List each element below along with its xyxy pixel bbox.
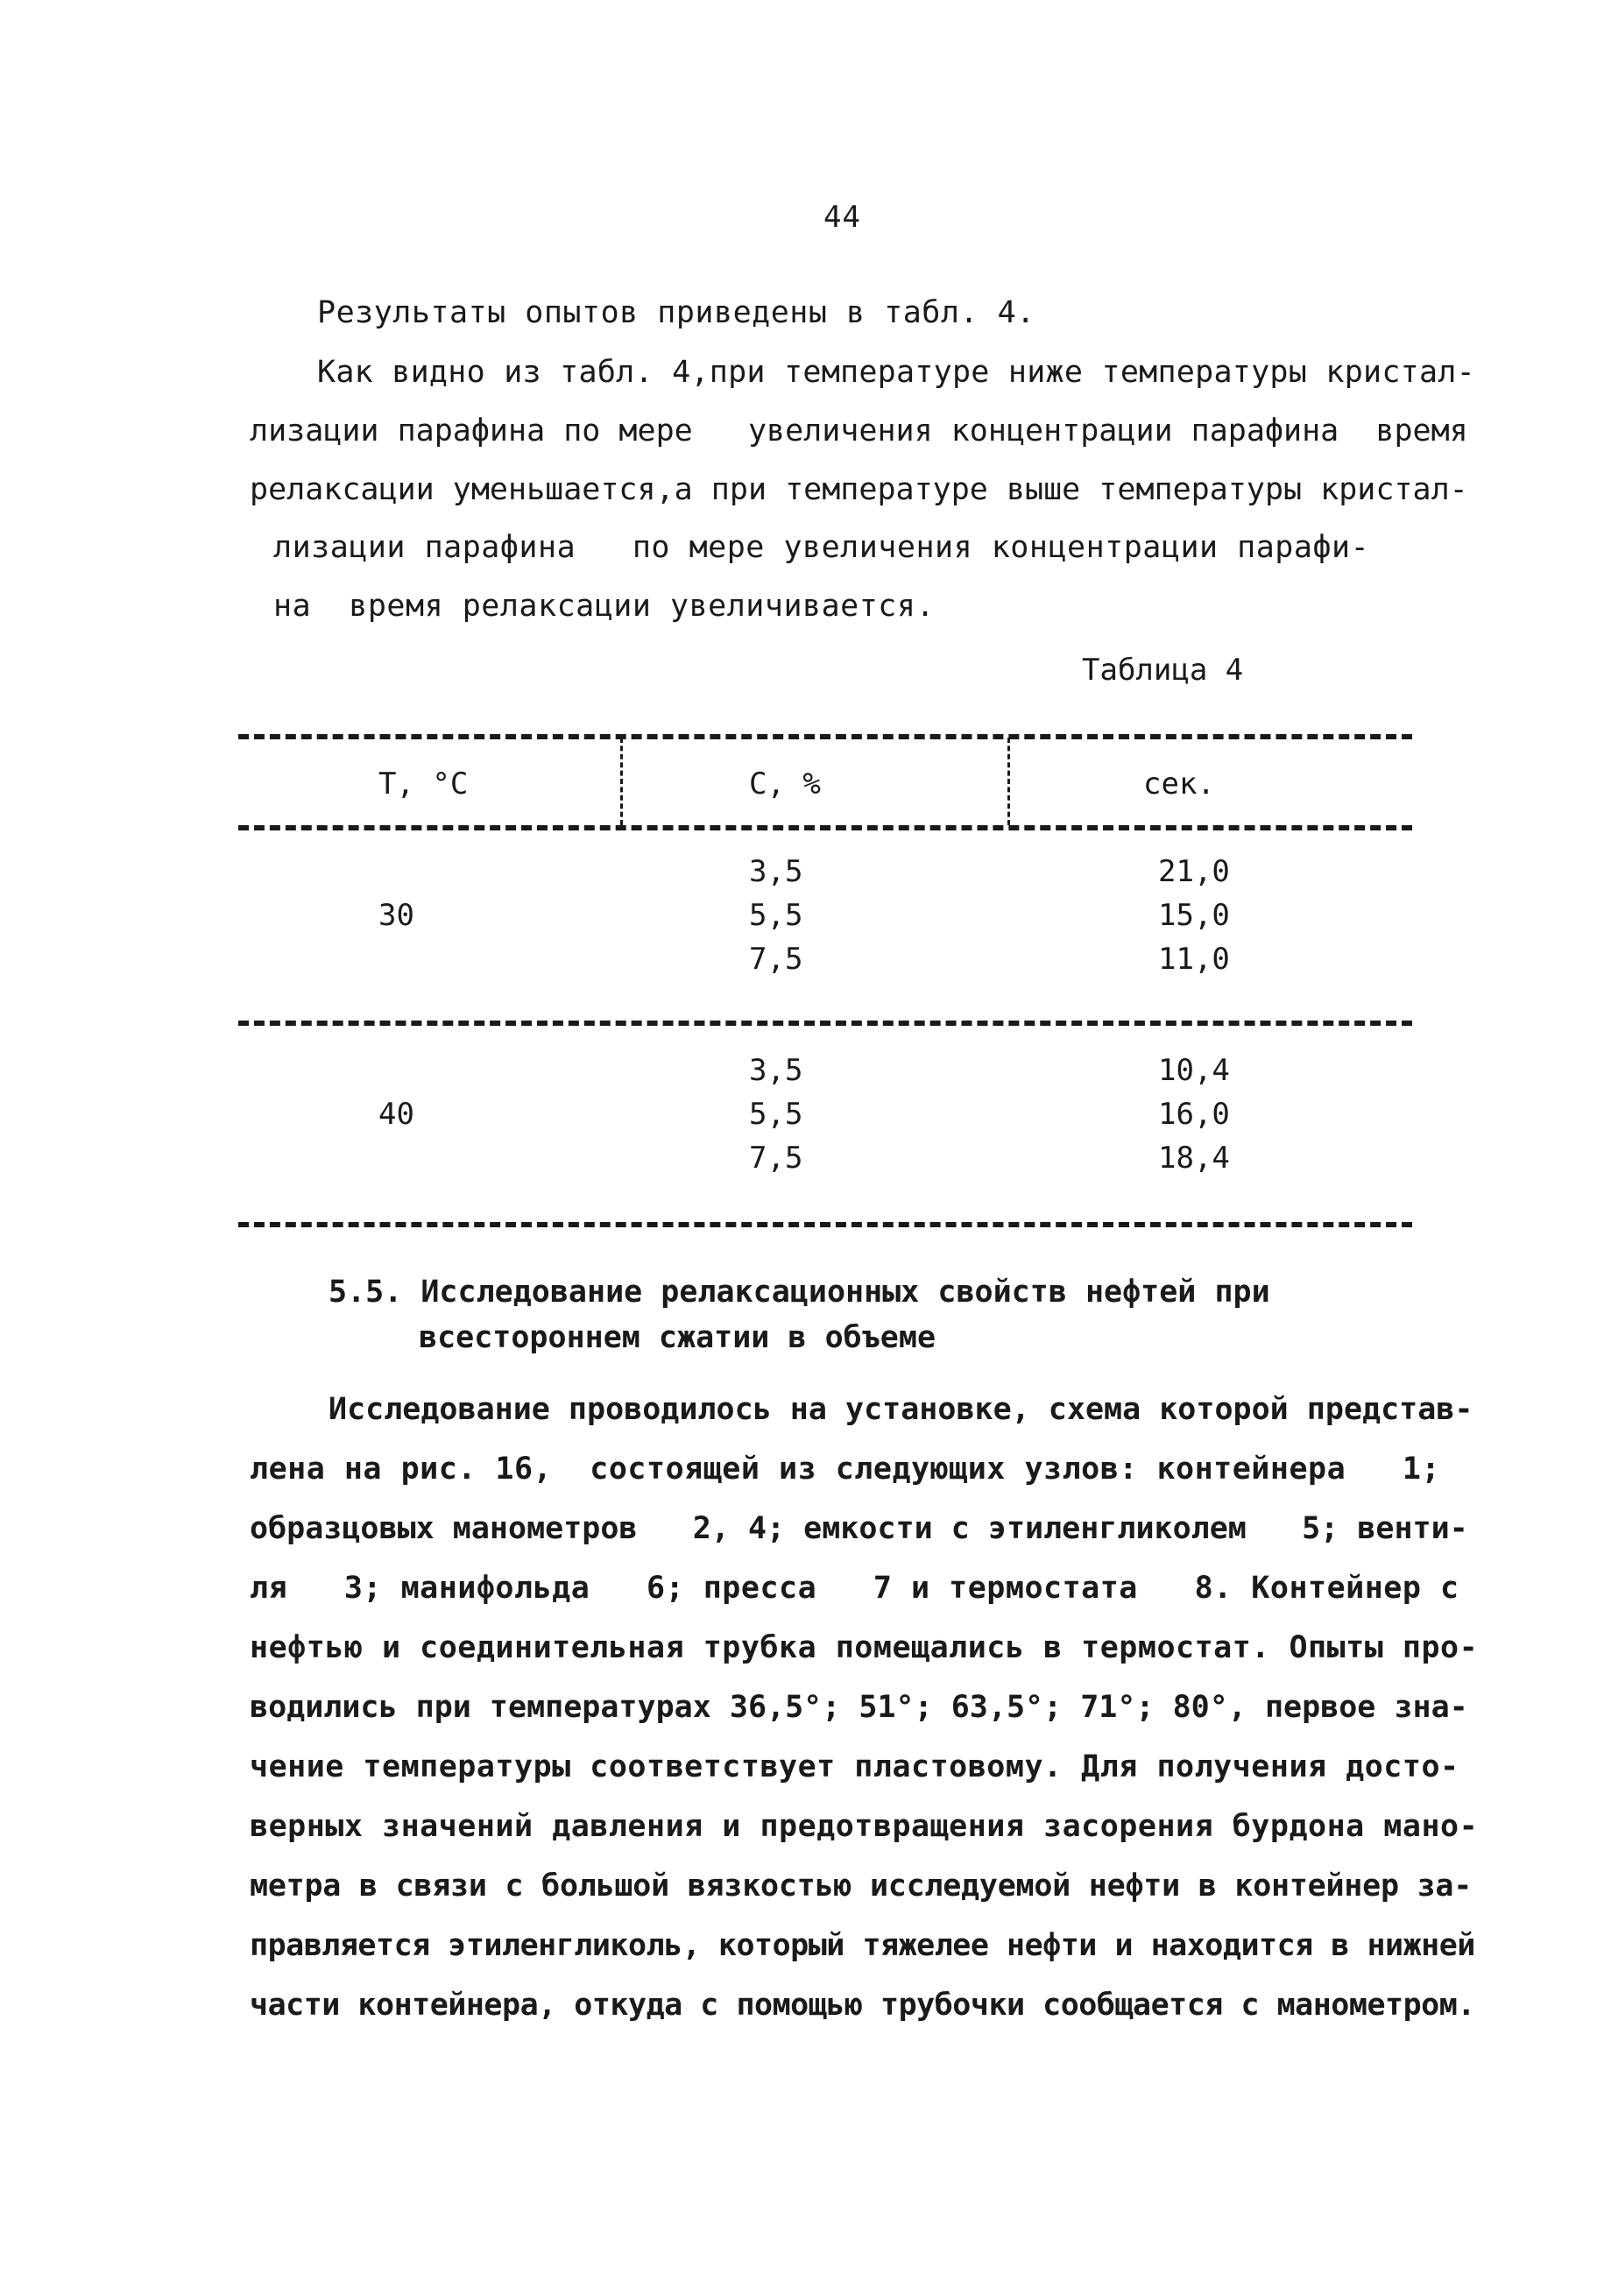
table-top-rule <box>238 734 1412 739</box>
group-1-row-1-concentration: 3,5 <box>749 854 803 889</box>
header-concentration: C, % <box>749 767 821 802</box>
paragraph-2-line-4: лизации парафина по мере увеличения концентрации парафи- <box>273 530 1370 565</box>
group-2-row-3-time: 18,4 <box>1158 1141 1230 1176</box>
paragraph-3-line-4: ля 3; манифольда 6; пресса 7 и термостата 8. Контейнер с <box>250 1571 1459 1606</box>
group-1-row-2-time: 15,0 <box>1158 898 1230 933</box>
paragraph-3-line-5: нефтью и соединительная трубка помещались в термостат. Опыты про- <box>250 1630 1479 1665</box>
paragraph-2-line-3: релаксации уменьшается,а при температуре выше температуры кристал- <box>250 472 1468 507</box>
group-2-row-2-concentration: 5,5 <box>749 1097 803 1132</box>
header-temperature: T, °C <box>378 767 469 802</box>
paragraph-3-line-7: чение температуры соответствует пластовому. Для получения досто- <box>250 1749 1459 1784</box>
paragraph-3-line-9: метра в связи с большой вязкостью исследуемой нефти в контейнер за- <box>250 1869 1473 1904</box>
group-1-row-1-time: 21,0 <box>1158 854 1230 889</box>
group-2-row-1-concentration: 3,5 <box>749 1053 803 1088</box>
table-group-divider <box>238 1021 1412 1026</box>
paragraph-2-line-2: лизации парафина по мере увеличения концентрации парафина время <box>250 413 1468 449</box>
paragraph-3-line-2: лена на рис. 16, состоящей из следующих узлов: контейнера 1; <box>250 1452 1441 1487</box>
page-number: 44 <box>823 200 861 235</box>
table-caption: Таблица 4 <box>1082 653 1244 688</box>
group-1-temperature: 30 <box>378 898 414 933</box>
group-2-row-3-concentration: 7,5 <box>749 1141 803 1176</box>
paragraph-3-line-11: части контейнера, откуда с помощью трубочки сообщается с манометром. <box>250 1988 1475 2023</box>
group-1-row-2-concentration: 5,5 <box>749 898 803 933</box>
table-bottom-rule <box>238 1222 1412 1227</box>
header-time: сек. <box>1143 767 1215 802</box>
paragraph-3-line-3: образцовых манометров 2, 4; емкости с этиленгликолем 5; венти- <box>250 1511 1468 1546</box>
group-2-row-1-time: 10,4 <box>1158 1053 1230 1088</box>
header-separator-2 <box>1007 738 1010 825</box>
paragraph-2-line-5: на время релаксации увеличивается. <box>273 589 936 624</box>
group-2-row-2-time: 16,0 <box>1158 1097 1230 1132</box>
section-heading-line-1: 5.5. Исследование релаксационных свойств нефтей при <box>329 1275 1270 1310</box>
paragraph-3-line-6: водились при температурах 36,5°; 51°; 63,5°; 71°; 80°, первое зна- <box>250 1690 1468 1725</box>
paragraph-2-line-1: Как видно из табл. 4,при температуре ниже температуры кристал- <box>317 355 1475 390</box>
group-1-row-3-time: 11,0 <box>1158 942 1230 977</box>
group-2-temperature: 40 <box>378 1097 414 1132</box>
paragraph-3-line-10: правляется этиленгликоль, который тяжелее нефти и находится в нижней <box>250 1928 1475 1963</box>
paragraph-1-line: Результаты опытов приведены в табл. 4. <box>317 295 1035 330</box>
paragraph-3-line-8: верных значений давления и предотвращения засорения бурдона мано- <box>250 1809 1479 1844</box>
paragraph-3-line-1: Исследование проводилось на установке, схема которой представ- <box>329 1392 1473 1427</box>
table-header-rule <box>238 825 1412 830</box>
header-separator-1 <box>620 738 623 825</box>
group-1-row-3-concentration: 7,5 <box>749 942 803 977</box>
section-heading-line-2: всестороннем сжатии в объеме <box>419 1320 936 1355</box>
